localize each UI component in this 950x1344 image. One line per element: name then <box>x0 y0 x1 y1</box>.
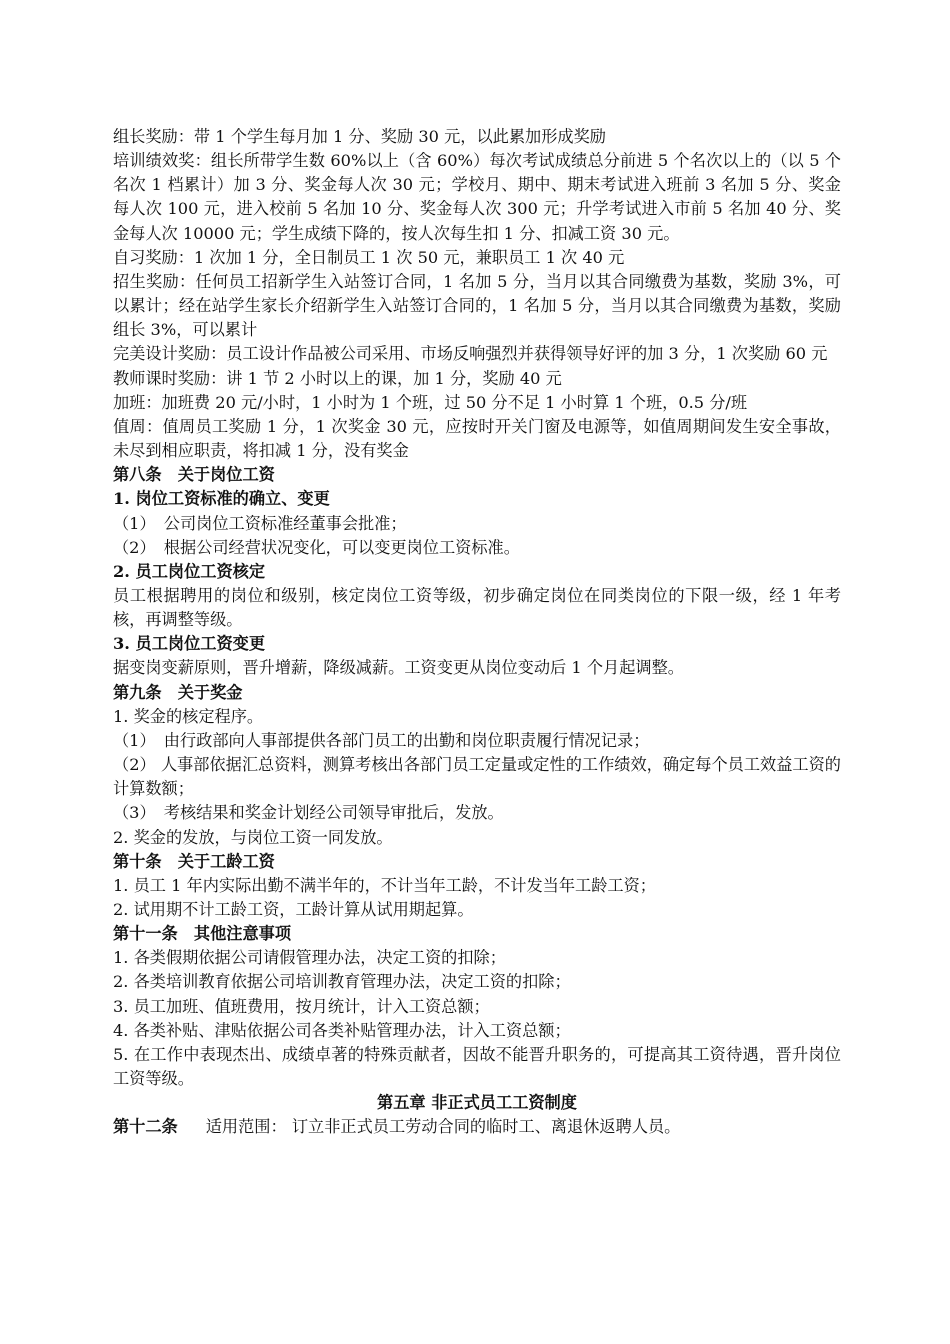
paragraph-teaching-hours-reward: 教师课时奖励：讲 1 节 2 小时以上的课，加 1 分，奖励 40 元 <box>113 368 562 388</box>
list-item: 2. 试用期不计工龄工资，工龄计算从试用期起算。 <box>113 900 474 919</box>
list-item: （2） 人事部依据汇总资料，测算考核出各部门员工定量或定性的工作绩效，确定每个员工效益工资的计算数额； <box>113 755 841 799</box>
list-item: （3） 考核结果和奖金计划经公司领导审批后，发放。 <box>113 803 504 823</box>
list-item: （1） 由行政部向人事部提供各部门员工的出勤和岗位职责履行情况记录； <box>113 730 650 750</box>
list-item: 1. 各类假期依据公司请假管理办法，决定工资的扣除； <box>113 948 506 968</box>
article-12-paragraph <box>113 1115 841 1139</box>
paragraph-salary-change: 据变岗变薪原则，晋升增薪，降级减薪。工资变更从岗位变动后 1 个月起调整。 <box>113 658 684 678</box>
section-8-2-heading: 2. 员工岗位工资核定 <box>113 561 266 581</box>
chapter-5-heading: 第五章 非正式员工工资制度 <box>377 1093 577 1113</box>
paragraph-team-leader-reward: 组长奖励：带 1 个学生每月加 1 分、奖励 30 元，以此累加形成奖励 <box>113 127 606 146</box>
paragraph-self-study-reward: 自习奖励：1 次加 1 分，全日制员工 1 次 50 元，兼职员工 1 次 40 元 <box>113 247 625 267</box>
article-11-heading: 第十一条 其他注意事项 <box>113 924 292 944</box>
list-item: 5. 在工作中表现杰出、成绩卓著的特殊贡献者，因故不能晋升职务的，可提高其工资待遇，晋升岗位工资等级。 <box>113 1044 841 1089</box>
section-8-3-heading: 3. 员工岗位工资变更 <box>113 634 266 654</box>
article-10-heading: 第十条 关于工龄工资 <box>113 851 275 871</box>
document-page <box>113 125 841 1140</box>
list-item: 1. 奖金的核定程序。 <box>113 706 264 726</box>
paragraph-enrollment-reward: 招生奖励：任何员工招新学生入站签订合同，1 名加 5 分，当月以其合同缴费为基数，奖励 3%，可以累计；经在站学生家长介绍新学生入站签订合同的，1 名加 5 分，当月以其合同缴费为基数，奖励组长 3%，可以累计 <box>113 271 841 340</box>
list-item: 3. 员工加班、值班费用，按月统计，计入工资总额； <box>113 996 490 1016</box>
paragraph-design-reward: 完美设计奖励：员工设计作品被公司采用、市场反响强烈并获得领导好评的加 3 分，1 次奖励 60 元 <box>113 344 828 364</box>
article-12-text: 适用范围： 订立非正式员工劳动合同的临时工、离退休返聘人员。 <box>205 1117 681 1137</box>
article-12-label: 第十二条 <box>113 1117 178 1137</box>
paragraph-salary-assessment: 员工根据聘用的岗位和级别，核定岗位工资等级，初步确定岗位在同类岗位的下限一级，经 1 年考核，再调整等级。 <box>113 585 841 630</box>
list-item: （1） 公司岗位工资标准经董事会批准； <box>113 513 407 533</box>
article-8-heading: 第八条 关于岗位工资 <box>113 465 275 485</box>
list-item: （2） 根据公司经营状况变化，可以变更岗位工资标准。 <box>113 537 520 557</box>
paragraph-training-performance-reward: 培训绩效奖：组长所带学生数 60%以上（含 60%）每次考试成绩总分前进 5 个名次以上的（以 5 个名次 1 档累计）加 3 分、奖金每人次 30 元；学校月、期中、期末考试进入班前 3 名加 5 分、奖金每人次 100 元，进入校前 5 名加 10 分、奖金每人次 300 元；升学考试进入市前 5 名加 40 分、奖金每人次 10000 元；学生成绩下降的，按人次每生扣 1 分、扣减工资 30 元。 <box>113 151 841 243</box>
section-8-1-heading: 1. 岗位工资标准的确立、变更 <box>113 489 330 509</box>
list-item: 1. 员工 1 年内实际出勤不满半年的，不计当年工龄，不计发当年工龄工资； <box>113 875 656 895</box>
paragraph-overtime: 加班：加班费 20 元/小时，1 小时为 1 个班，过 50 分不足 1 小时算 1 个班，0.5 分/班 <box>113 392 748 412</box>
paragraph-weekly-duty: 值周：值周员工奖励 1 分，1 次奖金 30 元，应按时开关门窗及电源等，如值周期间发生安全事故，未尽到相应职责，将扣减 1 分，没有奖金 <box>113 416 841 461</box>
article-9-heading: 第九条 关于奖金 <box>113 682 243 702</box>
list-item: 4. 各类补贴、津贴依据公司各类补贴管理办法，计入工资总额； <box>113 1020 571 1040</box>
list-item: 2. 各类培训教育依据公司培训教育管理办法，决定工资的扣除； <box>113 972 571 992</box>
list-item: 2. 奖金的发放，与岗位工资一同发放。 <box>113 827 393 847</box>
